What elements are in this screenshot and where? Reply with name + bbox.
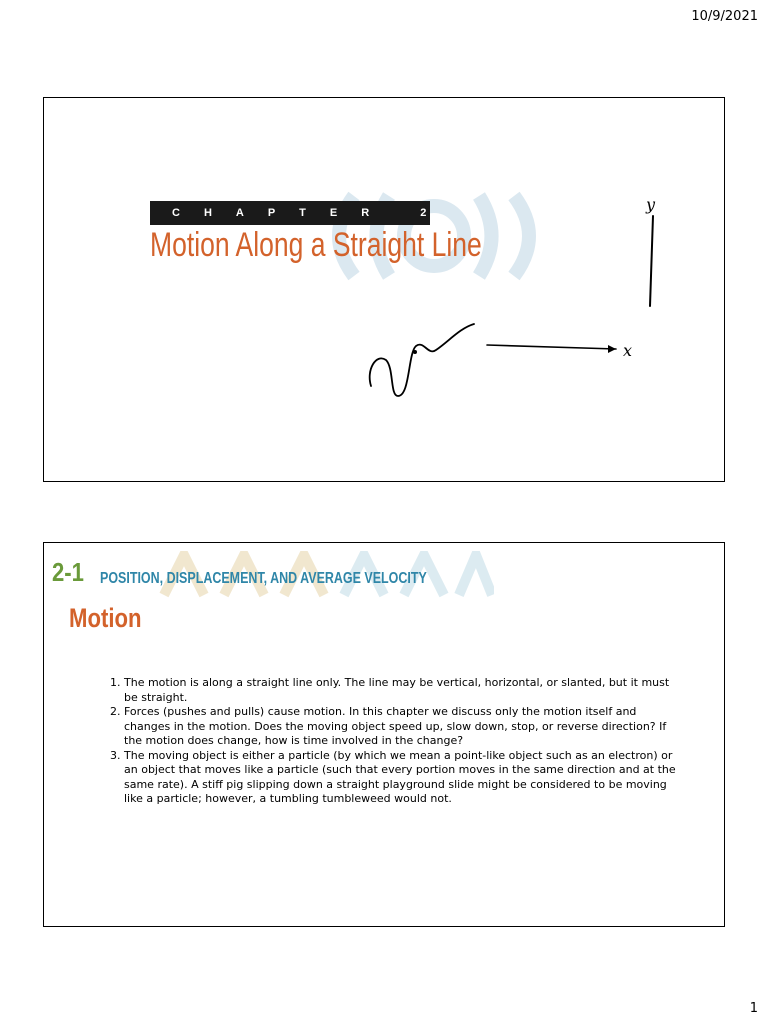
list-item: 3. The moving object is either a particle (by which we mean a point-like object such as an electron) or an object that moves like a particle (such that every portion moves in the same direction and at the same rate). A stiff pig slipping down a straight playground slide might be considered to be moving like a particle; however, a tumbling tumbleweed would not. (124, 749, 684, 807)
squiggle-dot (413, 350, 417, 354)
x-axis-label: x (623, 341, 633, 360)
page-number: 1 (749, 1001, 758, 1016)
chapter-label: CHAPTER 2 (150, 201, 430, 225)
slide-motion-section (43, 542, 725, 927)
x-axis-arrowhead (608, 345, 616, 353)
y-axis-stroke (650, 216, 653, 306)
list-item: 1. The motion is along a straight line only. The line may be vertical, horizontal, or slanted, but it must be straight. (124, 676, 684, 705)
handwritten-sketch (44, 98, 725, 482)
x-axis-stroke (487, 345, 616, 349)
print-date: 10/9/2021 (691, 9, 758, 24)
slide-heading: Motion (69, 603, 142, 633)
section-number: 2-1 (52, 557, 84, 587)
motion-points-list (102, 676, 684, 807)
y-axis-label: y (646, 195, 656, 214)
section-title: POSITION, DISPLACEMENT, AND AVERAGE VELOCITY (100, 570, 427, 587)
chapter-title: Motion Along a Straight Line (150, 226, 482, 264)
motion-squiggle (370, 324, 474, 396)
slide-chapter-title (43, 97, 725, 482)
list-item: 2. Forces (pushes and pulls) cause motion. In this chapter we discuss only the motion itself and changes in the motion. Does the moving object speed up, slow down, stop, or reverse direction? If the motion does change, how is time involved in the change? (124, 705, 684, 749)
